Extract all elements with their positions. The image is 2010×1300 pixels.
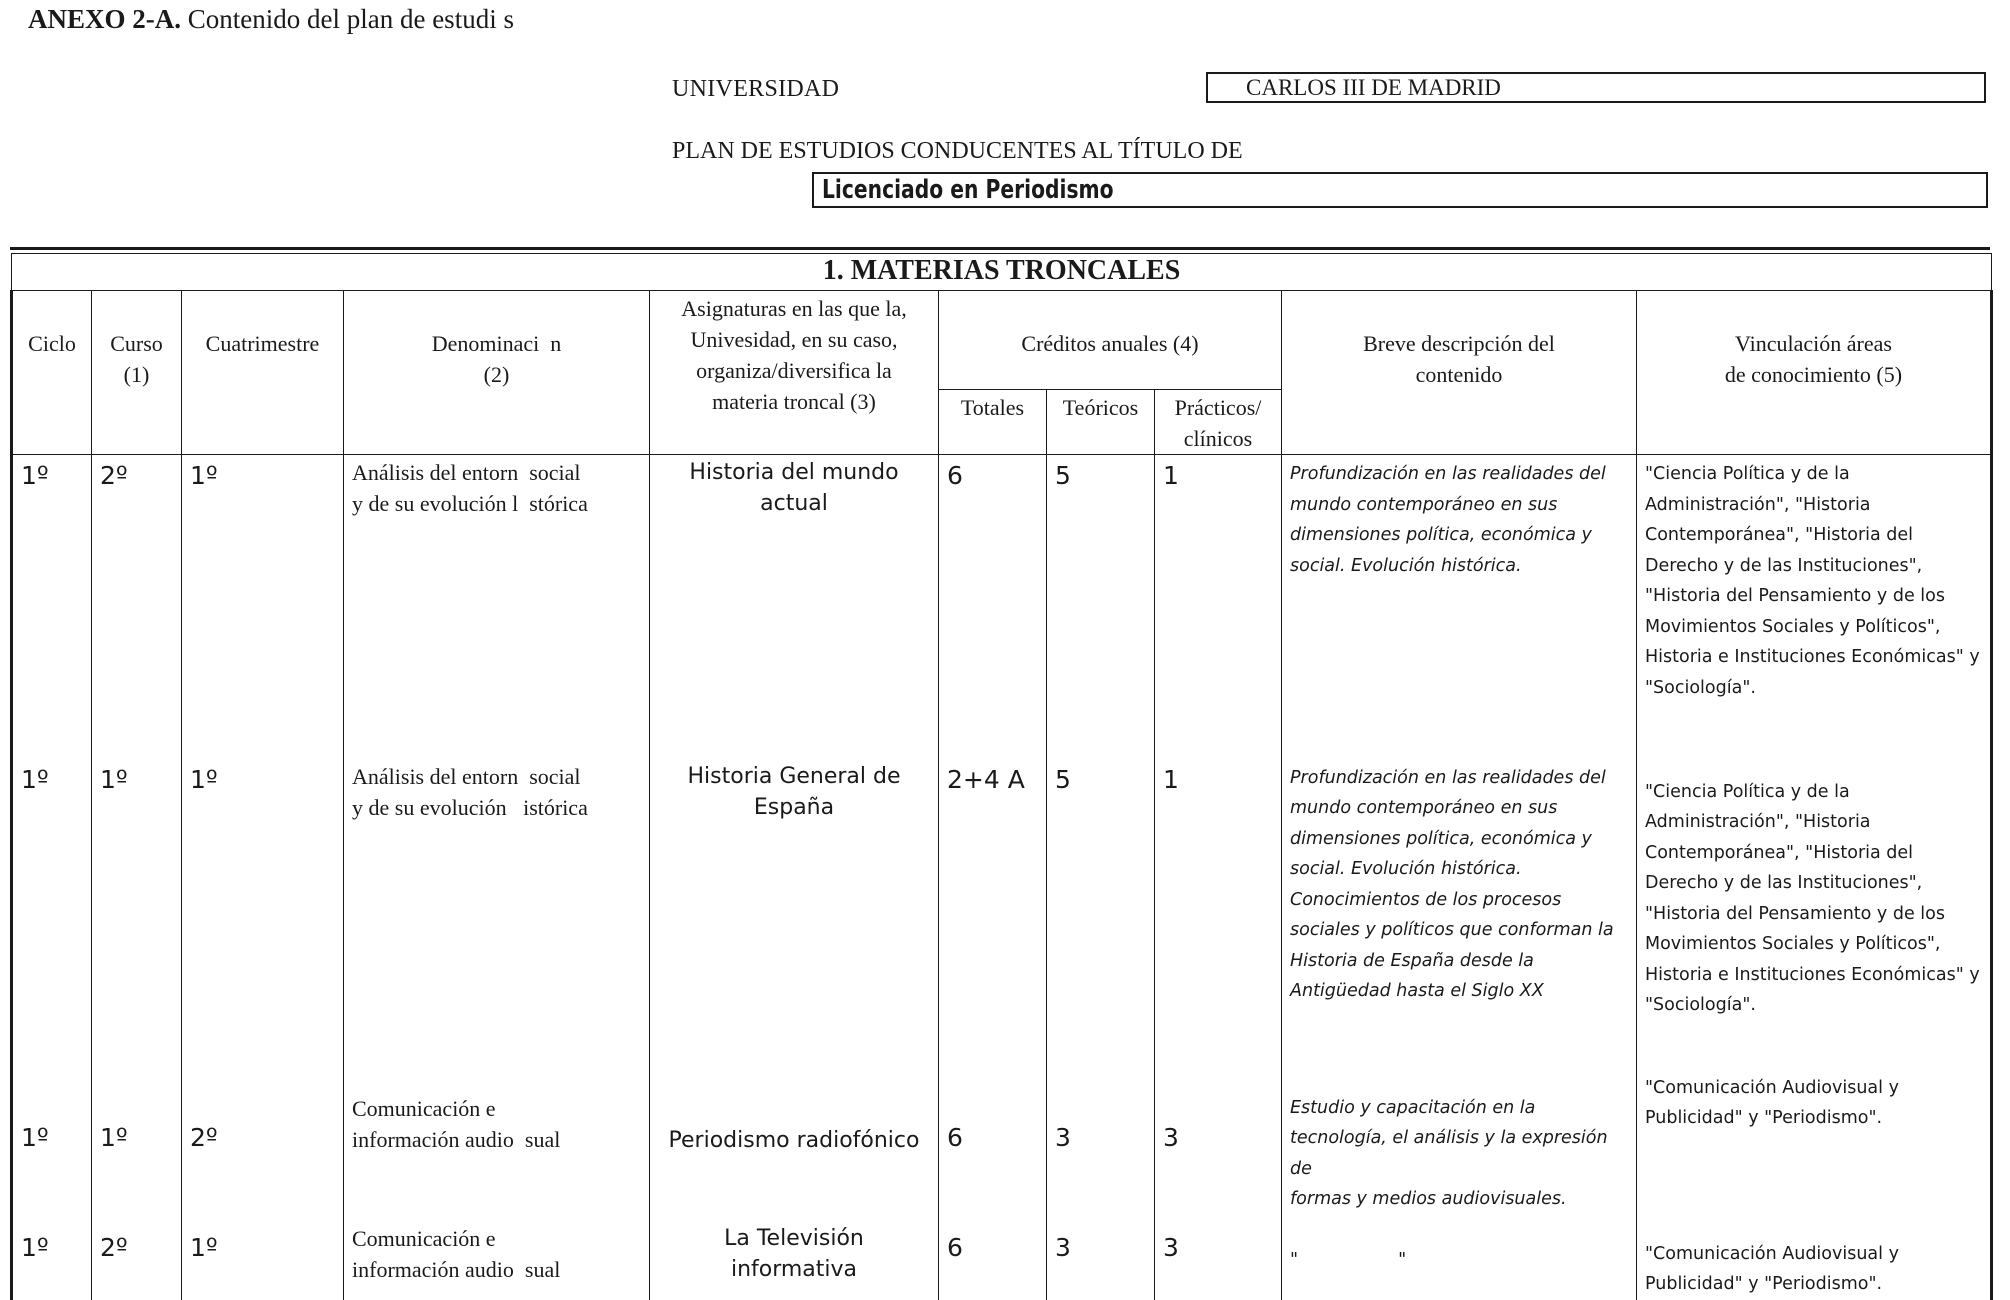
header-teoricos: Teóricos	[1047, 390, 1155, 455]
table-row	[12, 455, 1992, 759]
cell-teoricos: 5	[1047, 759, 1155, 1073]
header-asignaturas: Asignaturas en las que la, Univesidad, en su caso, organiza/diversifica la materia troncal (3)	[650, 291, 939, 455]
annex-heading	[28, 4, 514, 35]
university-label: UNIVERSIDAD	[672, 76, 840, 102]
section-title: 1. MATERIAS TRONCALES	[12, 254, 1992, 291]
annex-number: ANEXO 2-A.	[28, 4, 181, 34]
cell-cuatrimestre: 1º	[182, 455, 344, 759]
cell-ciclo: 1º	[12, 1215, 92, 1300]
cell-denominacion: Análisis del entorn social y de su evolución l stórica	[344, 455, 650, 759]
cell-denominacion: Comunicación e información audio sual	[344, 1215, 650, 1300]
table-top-rule	[10, 247, 1990, 250]
annex-title: Contenido del plan de estudi s	[187, 4, 514, 34]
cell-practicos: 3	[1155, 1073, 1282, 1215]
university-name-box: CARLOS III DE MADRID	[1206, 72, 1986, 103]
cell-descripcion: Profundización en las realidades del mundo contemporáneo en sus dimensiones política, económica y social. Evolución histórica.	[1282, 455, 1637, 759]
cell-ciclo: 1º	[12, 759, 92, 1073]
header-cuatrimestre: Cuatrimestre	[182, 291, 344, 455]
cell-descripcion: Estudio y capacitación en la tecnología, el análisis y la expresión de formas y medios audiovisuales.	[1282, 1073, 1637, 1215]
cell-curso: 2º	[92, 1215, 182, 1300]
cell-asignatura: Historia del mundo actual	[650, 455, 939, 759]
cell-vinculacion: "Comunicación Audiovisual y Publicidad" y "Periodismo".	[1637, 1215, 1992, 1300]
header-practicos: Prácticos/ clínicos	[1155, 390, 1282, 455]
cell-curso: 1º	[92, 1073, 182, 1215]
degree-box	[812, 172, 1988, 208]
table-row	[12, 759, 1992, 1073]
cell-totales: 6	[939, 1073, 1047, 1215]
cell-teoricos: 5	[1047, 455, 1155, 759]
cell-cuatrimestre: 1º	[182, 1215, 344, 1300]
cell-cuatrimestre: 1º	[182, 759, 344, 1073]
cell-descripcion: " "	[1282, 1215, 1637, 1300]
cell-teoricos: 3	[1047, 1073, 1155, 1215]
cell-totales: 6	[939, 455, 1047, 759]
table-row	[12, 1073, 1992, 1215]
header-descripcion: Breve descripción del contenido	[1282, 291, 1637, 455]
cell-cuatrimestre: 2º	[182, 1073, 344, 1215]
cell-ciclo: 1º	[12, 1073, 92, 1215]
table-row	[12, 1215, 1992, 1300]
header-curso: Curso (1)	[92, 291, 182, 455]
cell-totales: 6	[939, 1215, 1047, 1300]
cell-practicos: 1	[1155, 759, 1282, 1073]
cell-denominacion: Análisis del entorn social y de su evolución istórica	[344, 759, 650, 1073]
cell-totales: 2+4 A	[939, 759, 1047, 1073]
cell-asignatura: Periodismo radiofónico	[650, 1073, 939, 1215]
plan-label: PLAN DE ESTUDIOS CONDUCENTES AL TÍTULO DE	[672, 138, 1243, 164]
header-ciclo: Ciclo	[12, 291, 92, 455]
cell-vinculacion: "Ciencia Política y de la Administración", "Historia Contemporánea", "Historia del Derecho y de las Instituciones", "Historia del Pensamiento y de los Movimientos Sociales y Políticos", Historia e Instituciones Económicas" y "Sociología".	[1637, 759, 1992, 1073]
subjects-table	[10, 253, 1993, 1300]
cell-curso: 1º	[92, 759, 182, 1073]
cell-practicos: 3	[1155, 1215, 1282, 1300]
header-denominacion: Denominaci n (2)	[344, 291, 650, 455]
cell-teoricos: 3	[1047, 1215, 1155, 1300]
cell-practicos: 1	[1155, 455, 1282, 759]
header-creditos: Créditos anuales (4)	[939, 291, 1282, 390]
header-vinculacion: Vinculación áreas de conocimiento (5)	[1637, 291, 1992, 455]
cell-curso: 2º	[92, 455, 182, 759]
degree-name: Licenciado en Periodismo	[822, 175, 1114, 205]
cell-denominacion: Comunicación e información audio sual	[344, 1073, 650, 1215]
header-totales: Totales	[939, 390, 1047, 455]
cell-ciclo: 1º	[12, 455, 92, 759]
cell-vinculacion: "Ciencia Política y de la Administración", "Historia Contemporánea", "Historia del Derecho y de las Instituciones", "Historia del Pensamiento y de los Movimientos Sociales y Políticos", Historia e Instituciones Económicas" y "Sociología".	[1637, 455, 1992, 759]
cell-vinculacion: "Comunicación Audiovisual y Publicidad" y "Periodismo".	[1637, 1073, 1992, 1215]
cell-asignatura: La Televisión informativa	[650, 1215, 939, 1300]
cell-descripcion: Profundización en las realidades del mundo contemporáneo en sus dimensiones política, económica y social. Evolución histórica. Conocimientos de los procesos sociales y políticos que conforman la Historia de España desde la Antigüedad hasta el Siglo XX	[1282, 759, 1637, 1073]
cell-asignatura: Historia General de España	[650, 759, 939, 1073]
